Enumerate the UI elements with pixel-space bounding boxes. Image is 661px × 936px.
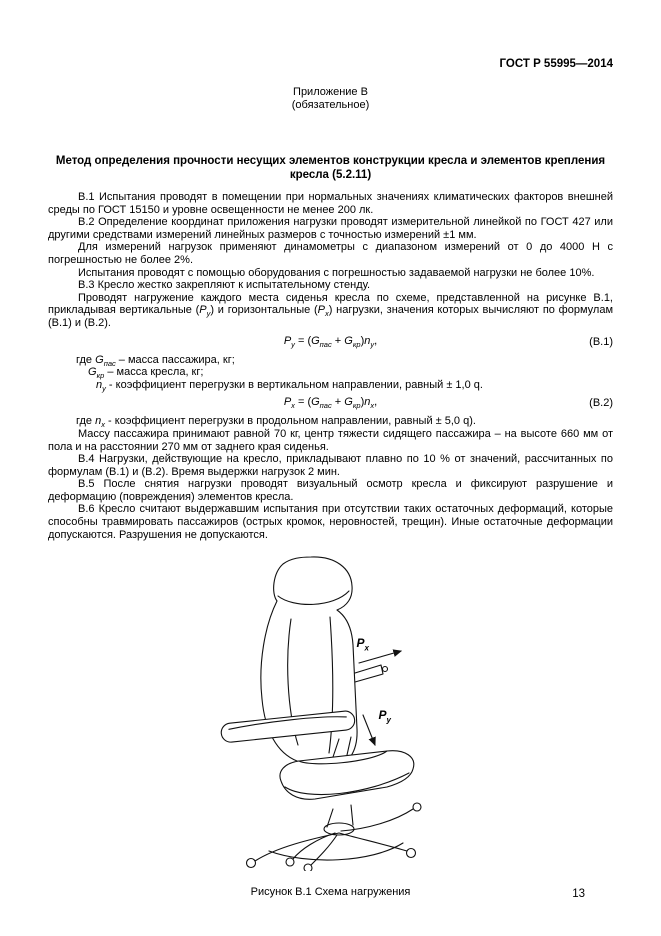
paragraph-b5: В.5 После снятия нагрузки проводят визуальный осмотр кресла и фиксируют разрушение и деформацию (повреждения) элементов кресла.	[48, 478, 613, 503]
force-arrow-py	[363, 715, 375, 745]
formula-b2	[48, 396, 613, 411]
figure-b1	[211, 551, 451, 876]
formula-b1-number: (В.1)	[589, 335, 613, 348]
formula-b2-expression: $P_х = (G_{пас} + G_{кр})n_х$,	[283, 396, 378, 411]
where-line-ny: $n_у$ - коэффициент перегрузки в вертикальном направлении, равный ± 1,0 q.	[96, 378, 483, 393]
page-number: 13	[572, 888, 585, 900]
paragraph-b4: В.4 Нагрузки, действующие на кресло, прикладывают плавно по 10 % от значений, рассчитанных по формулам (В.1) и (В.2). Время выдержки нагрузок 2 мин.	[48, 453, 613, 478]
figure-caption: Рисунок В.1 Схема нагружения	[250, 886, 411, 899]
chair-base	[246, 803, 421, 871]
body-text	[48, 191, 613, 541]
annex-note: (обязательное)	[291, 99, 370, 111]
paragraph-b3: В.3 Кресло жестко закрепляют к испытательному стенду.	[78, 279, 371, 292]
force-label-px: $P_х$	[356, 636, 369, 653]
where-line-nx: где $n_х$ - коэффициент перегрузки в продольном направлении, равный ± 5,0 q).	[76, 415, 476, 430]
where-line-gpas: где $G_{пас}$ – масса пассажира, кг;	[76, 353, 235, 368]
paragraph-passenger-mass: Массу пассажира принимают равной 70 кг, центр тяжести сидящего пассажира – на высоте 660 мм от пола и на расстоянии 270 мм от заднего края сиденья.	[48, 427, 613, 453]
paragraph-loading-scheme: Проводят нагружение каждого места сиденья кресла по схеме, представленной на рисунке В.1, прикладывая вертикальные $(P_у)$ и горизонтальные $(P_х)$ нагрузки, значения которых вычисляют по формулам (В.1) и (В.2).	[48, 291, 614, 329]
formula-b1-expression: $P_у = (G_{пас} + G_{кр})n_у$,	[283, 334, 378, 349]
where-line-gkr: $G_{кр}$ – масса кресла, кг;	[88, 366, 204, 381]
paragraph-b1: В.1 Испытания проводят в помещении при нормальных значениях климатических факторов внешней среды по ГОСТ 15150 и уровне освещенности не менее 200 лк.	[48, 191, 613, 216]
section-title: Метод определения прочности несущих элементов конструкции кресла и элементов крепления кресла (5.2.11)	[55, 155, 606, 181]
doc-number: ГОСТ Р 55995—2014	[499, 58, 613, 70]
chair-illustration	[211, 551, 451, 871]
annex-label: Приложение В	[293, 86, 368, 98]
force-arrow-px	[355, 651, 401, 682]
formula-b1	[48, 335, 613, 350]
paragraph-b6: В.6 Кресло считают выдержавшим испытания при отсутствии таких остаточных деформаций, которые способны травмировать пассажиров (острых кромок, неровностей, трещин). Иные остаточные деформации допускаются. Разрушения не допускаются.	[48, 503, 613, 541]
annex-heading	[48, 86, 613, 112]
paragraph-dynamometers: Для измерений нагрузок применяют динамометры с диапазоном измерений от 0 до 4000 Н с погрешностью не более 2%.	[48, 241, 613, 266]
force-label-py: $P_у$	[378, 708, 391, 725]
paragraph-b2: В.2 Определение координат приложения нагрузки проводят измерительной линейкой по ГОСТ 427 или другими средствами измерений линейных размеров с точностью измерений ±1 мм.	[48, 216, 613, 241]
paragraph-equipment: Испытания проводят с помощью оборудования с погрешностью задаваемой нагрузки не более 10%.	[78, 266, 595, 279]
formula-b2-number: (В.2)	[589, 397, 613, 410]
